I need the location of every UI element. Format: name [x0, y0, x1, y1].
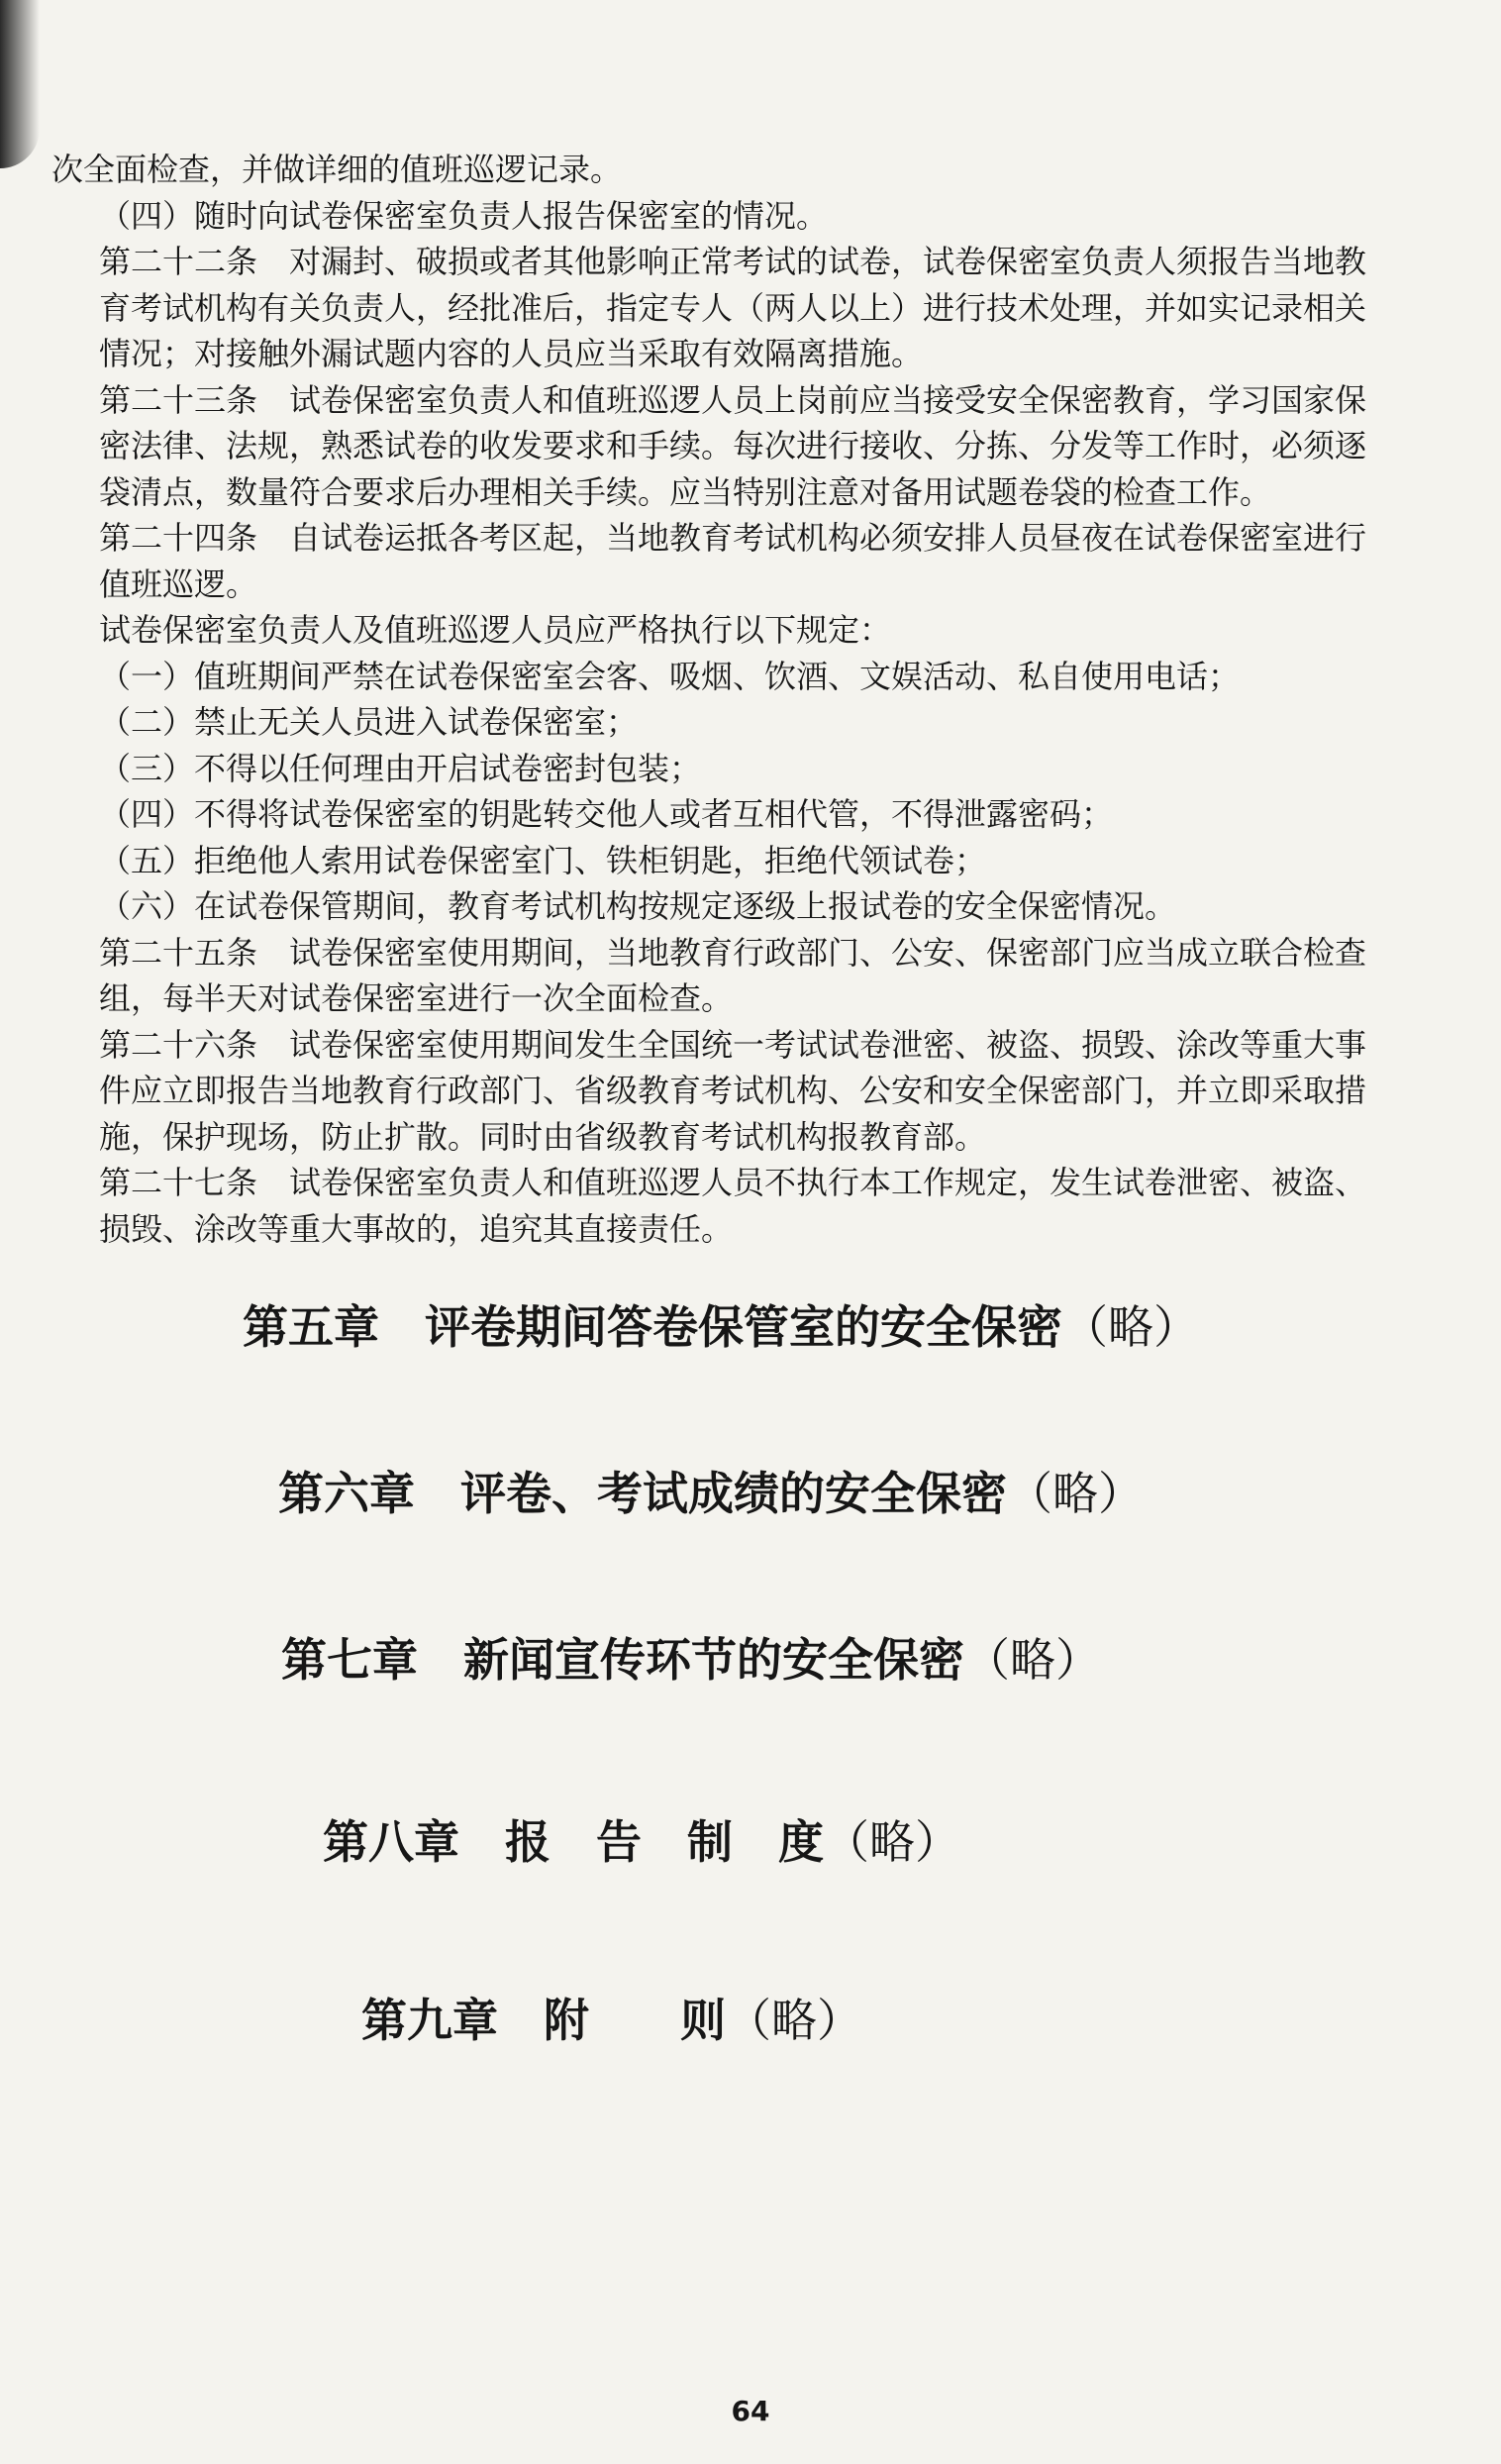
list-item: （六）在试卷保管期间，教育考试机构按规定逐级上报试卷的安全保密情况。 — [99, 887, 1177, 925]
list-item: （一）值班期间严禁在试卷保密室会客、吸烟、饮酒、文娱活动、私自使用电话； — [99, 657, 1241, 695]
chapter-heading — [0, 1464, 1461, 1523]
paragraph: 次全面检查，并做详细的值班巡逻记录。 — [51, 151, 623, 188]
chapter-title: 第九章 附 则 — [361, 1994, 726, 2047]
chapter-omitted-note: （略） — [726, 1994, 862, 2047]
paragraph: 第二十四条 自试卷运抵各考区起，当地教育考试机构必须安排人员昼夜在试卷保密室进行值班巡逻。 — [99, 519, 1367, 603]
chapter-heading — [0, 1812, 1392, 1872]
paragraph: 第二十二条 对漏封、破损或者其他影响正常考试的试卷，试卷保密室负责人须报告当地教育考试机构有关负责人，经批准后，指定专人（两人以上）进行技术处理，并如实记录相关情况；对接触外漏试题内容的人员应当采取有效隔离措施。 — [99, 243, 1367, 372]
scan-edge-shadow — [0, 0, 40, 168]
paragraph: 第二十六条 试卷保密室使用期间发生全国统一考试试卷泄密、被盗、损毁、涂改等重大事件应立即报告当地教育行政部门、省级教育考试机构、公安和安全保密部门，并立即采取措施，保护现场，防止扩散。同时由省级教育考试机构报教育部。 — [99, 1025, 1367, 1156]
list-item: （四）不得将试卷保密室的钥匙转交他人或者互相代管，不得泄露密码； — [99, 795, 1114, 833]
chapter-omitted-note: （略） — [1062, 1300, 1199, 1354]
list-item: （二）禁止无关人员进入试卷保密室； — [99, 703, 639, 741]
paragraph: （四）随时向试卷保密室负责人报告保密室的情况。 — [99, 196, 829, 235]
chapter-heading — [0, 1630, 1442, 1690]
chapter-title: 第七章 新闻宣传环节的安全保密 — [281, 1633, 964, 1687]
list-item: （三）不得以任何理由开启试卷密封包装； — [99, 749, 702, 787]
list-item: （五）拒绝他人索用试卷保密室门、铁柜钥匙，拒绝代领试卷； — [99, 841, 987, 879]
paragraph: 第二十七条 试卷保密室负责人和值班巡逻人员不执行本工作规定，发生试卷泄密、被盗、损毁、涂改等重大事故的，追究其直接责任。 — [99, 1164, 1367, 1248]
chapter-heading — [0, 1991, 1362, 2050]
paragraph: 第二十五条 试卷保密室使用期间，当地教育行政部门、公安、保密部门应当成立联合检查组，每半天对试卷保密室进行一次全面检查。 — [99, 933, 1367, 1017]
chapter-title: 第八章 报 告 制 度 — [323, 1815, 824, 1869]
chapter-title: 第六章 评卷、考试成绩的安全保密 — [278, 1467, 1007, 1520]
page-number: 64 — [731, 2395, 770, 2427]
chapter-omitted-note: （略） — [1007, 1467, 1144, 1520]
chapter-omitted-note: （略） — [824, 1815, 960, 1869]
chapter-heading — [0, 1297, 1471, 1357]
chapter-omitted-note: （略） — [964, 1633, 1101, 1687]
body-text — [51, 147, 1368, 1252]
paragraph: 试卷保密室负责人及值班巡逻人员应严格执行以下规定： — [99, 611, 892, 649]
chapter-title: 第五章 评卷期间答卷保管室的安全保密 — [243, 1300, 1062, 1354]
paragraph: 第二十三条 试卷保密室负责人和值班巡逻人员上岗前应当接受安全保密教育，学习国家保密法律、法规，熟悉试卷的收发要求和手续。每次进行接收、分拣、分发等工作时，必须逐袋清点，数量符合要求后办理相关手续。应当特别注意对备用试题卷袋的检查工作。 — [99, 380, 1367, 511]
